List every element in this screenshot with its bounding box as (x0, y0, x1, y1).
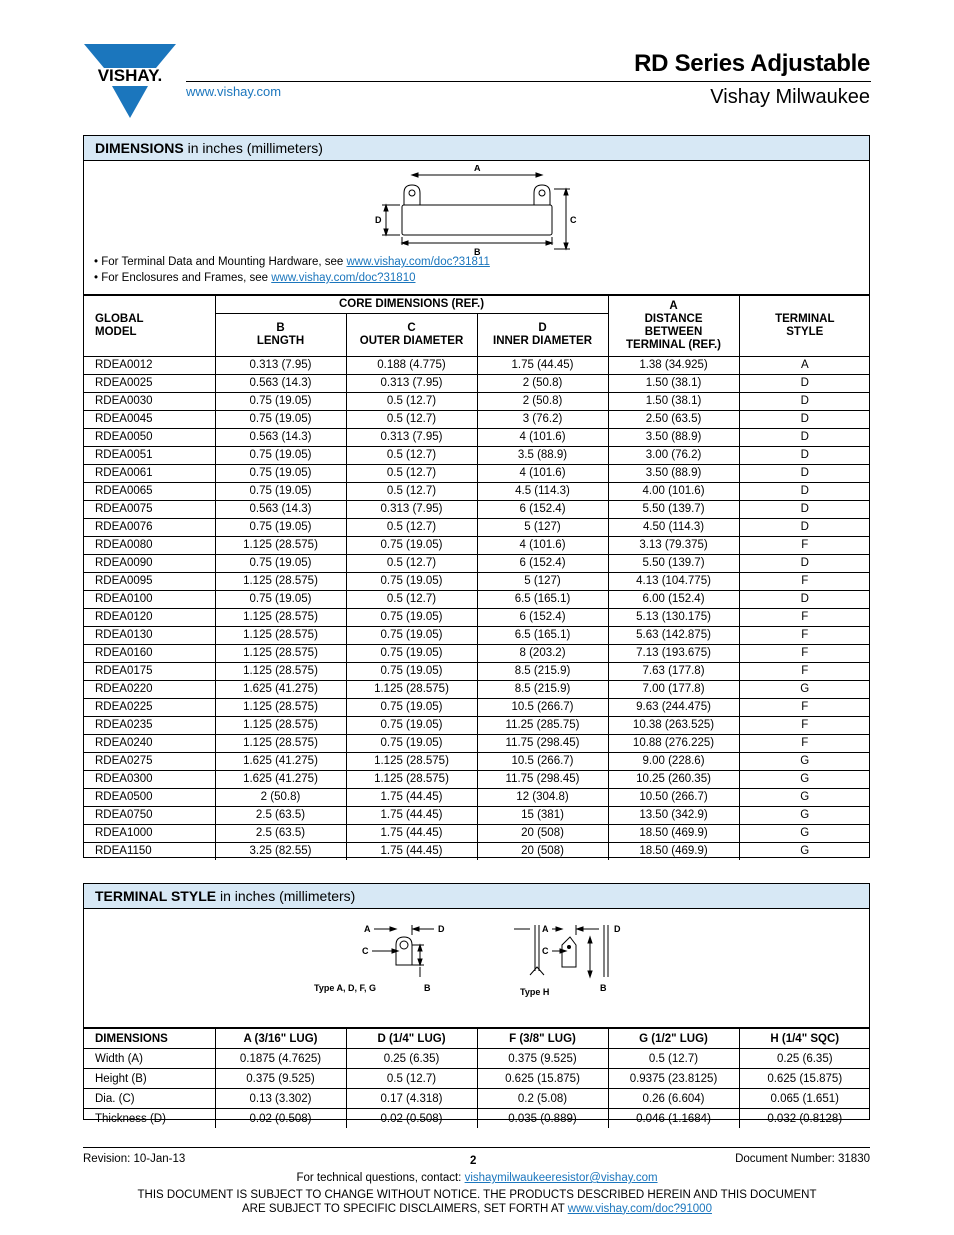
table-row (84, 573, 870, 591)
table-cell: 1.125 (28.575) (346, 771, 477, 789)
table-cell: 1.125 (28.575) (215, 717, 346, 735)
table-cell: 3.50 (88.9) (608, 429, 739, 447)
terminal-header-cell: DIMENSIONS (84, 1029, 215, 1049)
table-cell: 11.25 (285.75) (477, 717, 608, 735)
terminal-style-diagram (314, 915, 644, 1015)
model-cell: RDEA0045 (84, 411, 215, 429)
model-cell: RDEA0080 (84, 537, 215, 555)
table-row (84, 789, 870, 807)
table-cell: 18.50 (469.9) (608, 825, 739, 843)
table-cell: 0.065 (1.651) (739, 1089, 870, 1109)
table-row (84, 825, 870, 843)
table-cell: 0.26 (6.604) (608, 1089, 739, 1109)
table-cell: 0.75 (19.05) (346, 645, 477, 663)
table-cell: A (739, 357, 870, 375)
model-cell: RDEA0090 (84, 555, 215, 573)
table-cell: 5 (127) (477, 519, 608, 537)
note-enclosures (94, 272, 415, 284)
table-row (84, 411, 870, 429)
terminal-table-header (84, 1029, 870, 1049)
table-cell: 0.02 (0.508) (346, 1109, 477, 1129)
term-label-a-2: A (542, 924, 549, 934)
table-row (84, 447, 870, 465)
table-cell: 0.75 (19.05) (215, 519, 346, 537)
disclaimer-link[interactable]: www.vishay.com/doc?91000 (567, 1202, 712, 1215)
diagram-label-c: C (570, 215, 577, 225)
table-row (84, 681, 870, 699)
table-cell: 4.50 (114.3) (608, 519, 739, 537)
model-cell: RDEA0030 (84, 393, 215, 411)
model-cell: RDEA0220 (84, 681, 215, 699)
table-cell: 6.5 (165.1) (477, 627, 608, 645)
terminal-data-link[interactable]: www.vishay.com/doc?31811 (346, 256, 490, 268)
table-cell: 0.5 (12.7) (346, 555, 477, 573)
table-cell: 0.5 (12.7) (346, 393, 477, 411)
table-row (84, 429, 870, 447)
document-subtitle: Vishay Milwaukee (710, 86, 870, 108)
table-row (84, 555, 870, 573)
table-row (84, 843, 870, 861)
dimension-label-cell: Height (B) (84, 1069, 215, 1089)
table-cell: 20 (508) (477, 825, 608, 843)
table-row (84, 393, 870, 411)
table-cell: 1.50 (38.1) (608, 393, 739, 411)
table-cell: 0.25 (6.35) (739, 1049, 870, 1069)
table-cell: 20 (508) (477, 843, 608, 861)
model-cell: RDEA0025 (84, 375, 215, 393)
table-cell: 10.5 (266.7) (477, 699, 608, 717)
table-cell: 0.625 (15.875) (477, 1069, 608, 1089)
col-core-dimensions: CORE DIMENSIONS (REF.) (215, 296, 608, 314)
table-cell: 1.125 (28.575) (215, 573, 346, 591)
terminal-header-cell: F (3/8" LUG) (477, 1029, 608, 1049)
table-row (84, 537, 870, 555)
table-cell: 0.75 (19.05) (346, 699, 477, 717)
contact-email-link[interactable]: vishaymilwaukeeresistor@vishay.com (464, 1172, 658, 1184)
table-cell: D (739, 447, 870, 465)
table-row (84, 663, 870, 681)
table-cell: 7.63 (177.8) (608, 663, 739, 681)
table-cell: D (739, 483, 870, 501)
model-cell: RDEA0050 (84, 429, 215, 447)
table-cell: 5 (127) (477, 573, 608, 591)
table-cell: D (739, 555, 870, 573)
header-rule (186, 81, 871, 82)
table-cell: 1.38 (34.925) (608, 357, 739, 375)
contact-line (0, 1172, 954, 1184)
model-cell: RDEA0065 (84, 483, 215, 501)
table-cell: 0.313 (7.95) (346, 501, 477, 519)
table-cell: 0.75 (19.05) (215, 555, 346, 573)
table-cell: 2 (50.8) (215, 789, 346, 807)
col-b-length: B LENGTH (215, 314, 346, 357)
table-cell: D (739, 519, 870, 537)
dimensions-table (84, 295, 870, 860)
table-cell: 0.75 (19.05) (346, 735, 477, 753)
contact-text: For technical questions, contact: (296, 1172, 465, 1184)
table-cell: 0.02 (0.508) (215, 1109, 346, 1129)
table-cell: 0.5 (12.7) (346, 519, 477, 537)
terminal-style-section (83, 883, 870, 1125)
table-cell: 10.5 (266.7) (477, 753, 608, 771)
table-cell: 1.75 (44.45) (346, 825, 477, 843)
table-cell: 10.50 (266.7) (608, 789, 739, 807)
model-cell: RDEA0175 (84, 663, 215, 681)
table-cell: G (739, 753, 870, 771)
table-cell: 0.5 (12.7) (346, 591, 477, 609)
table-cell: 3.25 (82.55) (215, 843, 346, 861)
table-cell: G (739, 825, 870, 843)
table-row (84, 375, 870, 393)
table-row (84, 717, 870, 735)
table-row (84, 591, 870, 609)
table-cell: 2 (50.8) (477, 375, 608, 393)
table-cell: 0.5 (12.7) (346, 465, 477, 483)
table-cell: D (739, 375, 870, 393)
document-number: Document Number: 31830 (735, 1153, 870, 1165)
model-cell: RDEA0235 (84, 717, 215, 735)
table-cell: 18.50 (469.9) (608, 843, 739, 861)
term-label-b-1: B (424, 983, 431, 993)
table-cell: D (739, 429, 870, 447)
resistor-dimension-diagram (372, 165, 582, 257)
table-row (84, 519, 870, 537)
table-cell: 0.5 (12.7) (346, 483, 477, 501)
table-cell: 5.50 (139.7) (608, 555, 739, 573)
table-cell: 0.188 (4.775) (346, 357, 477, 375)
table-cell: D (739, 501, 870, 519)
table-cell: 3.13 (79.375) (608, 537, 739, 555)
table-cell: 4.13 (104.775) (608, 573, 739, 591)
col-a-distance: A DISTANCE BETWEEN TERMINAL (REF.) (608, 296, 739, 357)
table-cell: 4 (101.6) (477, 429, 608, 447)
model-cell: RDEA0095 (84, 573, 215, 591)
table-cell: 3.00 (76.2) (608, 447, 739, 465)
table-cell: 1.75 (44.45) (346, 843, 477, 861)
table-cell: 1.75 (44.45) (477, 357, 608, 375)
table-cell: 0.2 (5.08) (477, 1089, 608, 1109)
table-cell: 15 (381) (477, 807, 608, 825)
terminal-header-cell: G (1/2" LUG) (608, 1029, 739, 1049)
table-cell: F (739, 735, 870, 753)
table-cell: 0.75 (19.05) (346, 573, 477, 591)
table-cell: 1.125 (28.575) (215, 645, 346, 663)
table-cell: G (739, 681, 870, 699)
table-cell: 0.5 (12.7) (346, 1069, 477, 1089)
table-cell: 0.75 (19.05) (215, 411, 346, 429)
dimension-label-cell: Dia. (C) (84, 1089, 215, 1109)
table-row (84, 609, 870, 627)
model-cell: RDEA0012 (84, 357, 215, 375)
table-cell: 1.625 (41.275) (215, 771, 346, 789)
table-cell: 0.75 (19.05) (346, 717, 477, 735)
vishay-logo (84, 44, 176, 118)
table-cell: F (739, 627, 870, 645)
table-cell: 0.313 (7.95) (346, 375, 477, 393)
model-cell: RDEA0275 (84, 753, 215, 771)
table-cell: 5.50 (139.7) (608, 501, 739, 519)
diagram-label-b: B (474, 247, 481, 257)
terminal-diagram-area (84, 909, 869, 1028)
table-cell: 4 (101.6) (477, 537, 608, 555)
table-cell: 0.75 (19.05) (215, 447, 346, 465)
model-cell: RDEA0225 (84, 699, 215, 717)
table-cell: 0.17 (4.318) (346, 1089, 477, 1109)
model-cell: RDEA0240 (84, 735, 215, 753)
table-row (84, 807, 870, 825)
table-cell: 5.63 (142.875) (608, 627, 739, 645)
diagram-label-d: D (375, 215, 382, 225)
table-cell: 5.13 (130.175) (608, 609, 739, 627)
table-cell: 7.00 (177.8) (608, 681, 739, 699)
table-cell: 2.50 (63.5) (608, 411, 739, 429)
table-cell: F (739, 699, 870, 717)
model-cell: RDEA0160 (84, 645, 215, 663)
table-cell: 0.75 (19.05) (346, 627, 477, 645)
dimensions-diagram-area (84, 161, 869, 295)
terminal-header-cell: A (3/16" LUG) (215, 1029, 346, 1049)
note-terminal-data (94, 256, 490, 268)
table-cell: F (739, 609, 870, 627)
table-cell: F (739, 537, 870, 555)
table-cell: 1.625 (41.275) (215, 753, 346, 771)
dimensions-section (83, 135, 870, 858)
terminal-heading-bold: TERMINAL STYLE (95, 888, 217, 904)
table-cell: 2 (50.8) (477, 393, 608, 411)
term-label-type2: Type H (520, 987, 550, 997)
table-cell: 0.75 (19.05) (346, 537, 477, 555)
table-cell: 4.5 (114.3) (477, 483, 608, 501)
table-cell: 1.125 (28.575) (215, 537, 346, 555)
table-cell: 0.75 (19.05) (215, 483, 346, 501)
term-label-type1: Type A, D, F, G (314, 983, 377, 993)
table-cell: 0.046 (1.1684) (608, 1109, 739, 1129)
table-cell: 0.563 (14.3) (215, 501, 346, 519)
table-cell: 10.25 (260.35) (608, 771, 739, 789)
dimensions-heading-bold: DIMENSIONS (95, 140, 184, 156)
term-label-b-2: B (600, 983, 607, 993)
disclaimer-line-2: ARE SUBJECT TO SPECIFIC DISCLAIMERS, SET FORTH AT (242, 1202, 568, 1215)
table-cell: 0.75 (19.05) (215, 465, 346, 483)
table-cell: 6 (152.4) (477, 555, 608, 573)
terminal-table-body (84, 1049, 870, 1129)
table-cell: 3.5 (88.9) (477, 447, 608, 465)
model-cell: RDEA0500 (84, 789, 215, 807)
table-cell: 0.563 (14.3) (215, 375, 346, 393)
table-cell: 7.13 (193.675) (608, 645, 739, 663)
table-row (84, 1109, 870, 1129)
page-number: 2 (470, 1155, 477, 1167)
table-cell: 4.00 (101.6) (608, 483, 739, 501)
table-cell: D (739, 465, 870, 483)
table-cell: 0.13 (3.302) (215, 1089, 346, 1109)
table-cell: 12 (304.8) (477, 789, 608, 807)
table-cell: G (739, 807, 870, 825)
col-global-model: GLOBAL MODEL (84, 296, 215, 357)
table-row (84, 465, 870, 483)
table-cell: 3.50 (88.9) (608, 465, 739, 483)
term-label-c-2: C (542, 946, 549, 956)
table-cell: 0.75 (19.05) (215, 393, 346, 411)
enclosures-link[interactable]: www.vishay.com/doc?31810 (271, 272, 416, 284)
table-cell: 3 (76.2) (477, 411, 608, 429)
model-cell: RDEA0075 (84, 501, 215, 519)
table-row (84, 1069, 870, 1089)
table-cell: 8 (203.2) (477, 645, 608, 663)
table-cell: F (739, 573, 870, 591)
table-cell: 0.5 (12.7) (346, 411, 477, 429)
model-cell: RDEA1150 (84, 843, 215, 861)
table-cell: 9.00 (228.6) (608, 753, 739, 771)
document-title: RD Series Adjustable (634, 50, 870, 77)
table-cell: 8.5 (215.9) (477, 663, 608, 681)
table-cell: 6.5 (165.1) (477, 591, 608, 609)
table-cell: 1.125 (28.575) (215, 663, 346, 681)
table-cell: 0.375 (9.525) (215, 1069, 346, 1089)
table-cell: G (739, 771, 870, 789)
table-row (84, 771, 870, 789)
terminal-header-cell: D (1/4" LUG) (346, 1029, 477, 1049)
model-cell: RDEA0051 (84, 447, 215, 465)
table-cell: 0.032 (0.8128) (739, 1109, 870, 1129)
table-row (84, 1089, 870, 1109)
table-cell: 0.625 (15.875) (739, 1069, 870, 1089)
table-cell: 13.50 (342.9) (608, 807, 739, 825)
table-cell: 6.00 (152.4) (608, 591, 739, 609)
table-cell: 1.625 (41.275) (215, 681, 346, 699)
table-cell: 0.25 (6.35) (346, 1049, 477, 1069)
table-cell: 4 (101.6) (477, 465, 608, 483)
table-cell: 1.125 (28.575) (346, 681, 477, 699)
table-cell: 9.63 (244.475) (608, 699, 739, 717)
col-c-outer: C OUTER DIAMETER (346, 314, 477, 357)
footer-rule (83, 1147, 870, 1148)
dimension-label-cell: Thickness (D) (84, 1109, 215, 1129)
term-label-a-1: A (364, 924, 371, 934)
col-d-inner: D INNER DIAMETER (477, 314, 608, 357)
table-cell: 2.5 (63.5) (215, 825, 346, 843)
table-cell: 1.125 (28.575) (215, 699, 346, 717)
table-cell: 0.375 (9.525) (477, 1049, 608, 1069)
site-url-link[interactable]: www.vishay.com (186, 84, 282, 99)
table-cell: 6 (152.4) (477, 609, 608, 627)
dimensions-heading (84, 136, 869, 161)
table-row (84, 627, 870, 645)
model-cell: RDEA1000 (84, 825, 215, 843)
table-cell: 0.5 (12.7) (346, 447, 477, 465)
model-cell: RDEA0061 (84, 465, 215, 483)
table-cell: 0.75 (19.05) (346, 663, 477, 681)
dimensions-heading-units: in inches (millimeters) (183, 140, 323, 156)
table-cell: F (739, 663, 870, 681)
col-terminal-style: TERMINAL STYLE (739, 296, 870, 357)
terminal-style-heading (84, 884, 869, 909)
table-cell: G (739, 789, 870, 807)
table-cell: 0.75 (19.05) (215, 591, 346, 609)
term-label-d-2: D (614, 924, 621, 934)
table-cell: 1.75 (44.45) (346, 789, 477, 807)
table-row (84, 645, 870, 663)
table-cell: 1.75 (44.45) (346, 807, 477, 825)
terminal-style-table (84, 1028, 870, 1128)
terminal-heading-units: in inches (millimeters) (216, 888, 356, 904)
model-cell: RDEA0130 (84, 627, 215, 645)
table-cell: 1.125 (28.575) (346, 753, 477, 771)
table-cell: 6 (152.4) (477, 501, 608, 519)
table-row (84, 735, 870, 753)
table-cell: F (739, 645, 870, 663)
table-cell: 0.313 (7.95) (346, 429, 477, 447)
dimensions-table-body (84, 357, 870, 861)
terminal-header-cell: H (1/4" SQC) (739, 1029, 870, 1049)
table-cell: 10.38 (263.525) (608, 717, 739, 735)
table-cell: F (739, 717, 870, 735)
dimension-label-cell: Width (A) (84, 1049, 215, 1069)
term-label-d-1: D (438, 924, 445, 934)
table-row (84, 699, 870, 717)
model-cell: RDEA0300 (84, 771, 215, 789)
note-terminal-text: • For Terminal Data and Mounting Hardware, see (94, 256, 347, 268)
table-cell: 0.563 (14.3) (215, 429, 346, 447)
table-cell: G (739, 843, 870, 861)
table-cell: D (739, 393, 870, 411)
table-cell: 1.125 (28.575) (215, 735, 346, 753)
logo-text: VISHAY. (97, 66, 163, 85)
table-cell: 0.9375 (23.8125) (608, 1069, 739, 1089)
table-cell: 1.125 (28.575) (215, 627, 346, 645)
table-cell: D (739, 591, 870, 609)
table-row (84, 753, 870, 771)
table-cell: 11.75 (298.45) (477, 771, 608, 789)
model-cell: RDEA0076 (84, 519, 215, 537)
table-cell: 0.5 (12.7) (608, 1049, 739, 1069)
model-cell: RDEA0100 (84, 591, 215, 609)
table-cell: 1.125 (28.575) (215, 609, 346, 627)
table-cell: 0.1875 (4.7625) (215, 1049, 346, 1069)
model-cell: RDEA0750 (84, 807, 215, 825)
revision-date: Revision: 10-Jan-13 (83, 1153, 186, 1165)
table-cell: 10.88 (276.225) (608, 735, 739, 753)
table-cell: 2.5 (63.5) (215, 807, 346, 825)
table-cell: 0.035 (0.889) (477, 1109, 608, 1129)
table-cell: 8.5 (215.9) (477, 681, 608, 699)
table-cell: 0.313 (7.95) (215, 357, 346, 375)
table-row (84, 501, 870, 519)
disclaimer (0, 1189, 954, 1216)
table-row (84, 1049, 870, 1069)
table-cell: 0.75 (19.05) (346, 609, 477, 627)
term-label-c-1: C (362, 946, 369, 956)
model-cell: RDEA0120 (84, 609, 215, 627)
table-row (84, 357, 870, 375)
disclaimer-line-1: THIS DOCUMENT IS SUBJECT TO CHANGE WITHOUT NOTICE. THE PRODUCTS DESCRIBED HEREIN AND THIS DOCUMENT (137, 1189, 817, 1201)
diagram-label-a: A (474, 165, 481, 173)
table-cell: D (739, 411, 870, 429)
table-cell: 11.75 (298.45) (477, 735, 608, 753)
table-row (84, 483, 870, 501)
note-enclosures-text: • For Enclosures and Frames, see (94, 272, 272, 284)
table-cell: 1.50 (38.1) (608, 375, 739, 393)
